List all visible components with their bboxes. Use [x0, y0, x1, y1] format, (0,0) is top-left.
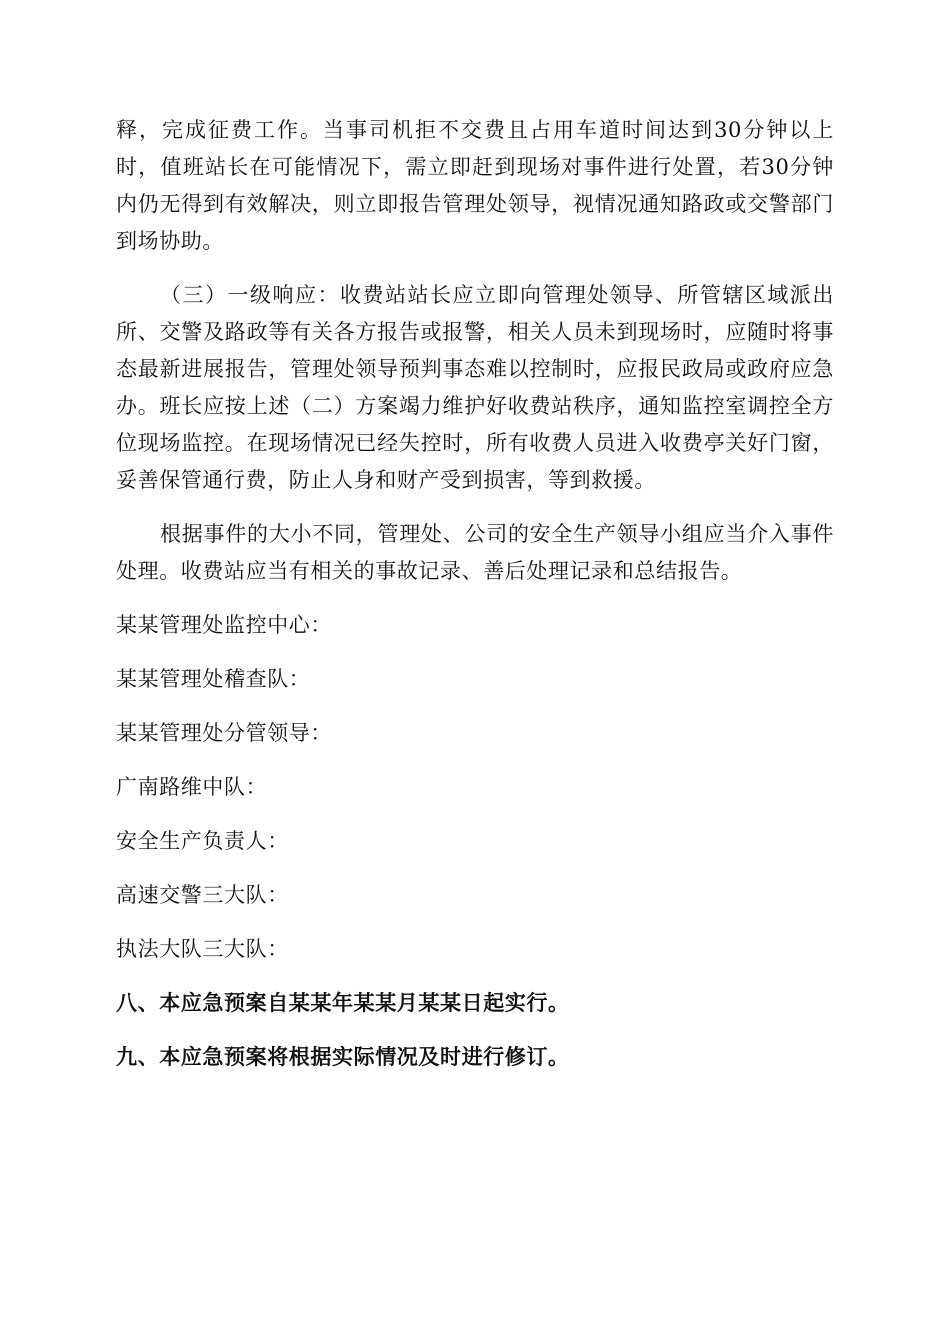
contact-supervising-leader: 某某管理处分管领导： [116, 721, 332, 745]
contact-highway-police: 高速交警三大队： [116, 883, 289, 907]
section-nine-revision: 九、本应急预案将根据实际情况及时进行修订。 [116, 1045, 570, 1069]
paragraph-level-one-response: （三）一级响应：收费站站长应立即向管理处领导、所管辖区域派出所、交警及路政等有关各方报告或报警，相关人员未到现场时，应随时将事态最新进展报告，管理处领导预判事态难以控制时，应报民政局或政府应急办。班长应按上述（二）方案竭力维护好收费站秩序，通知监控室调控全方位现场监控。在现场情况已经失控时，所有收费人员进入收费亭关好门窗，妥善保管通行费，防止人身和财产受到损害，等到救援。 [116, 283, 834, 492]
paragraph-event-handling: 根据事件的大小不同，管理处、公司的安全生产领导小组应当介入事件处理。收费站应当有相关的事故记录、善后处理记录和总结报告。 [116, 522, 834, 583]
contact-road-maintenance-team: 广南路维中队： [116, 775, 268, 799]
paragraph-continuation: 释，完成征费工作。当事司机拒不交费且占用车道时间达到30分钟以上时，值班站长在可能情况下，需立即赶到现场对事件进行处置，若30分钟内仍无得到有效解决，则立即报告管理处领导，视情况通知路政或交警部门到场协助。 [116, 118, 834, 253]
document-page [116, 112, 834, 1076]
contact-inspection-team: 某某管理处稽查队： [116, 667, 311, 691]
section-eight-effective-date: 八、本应急预案自某某年某某月某某日起实行。 [116, 991, 570, 1015]
contact-law-enforcement: 执法大队三大队： [116, 937, 289, 961]
contact-safety-officer: 安全生产负责人： [116, 829, 289, 853]
contact-monitoring-center: 某某管理处监控中心： [116, 613, 332, 637]
